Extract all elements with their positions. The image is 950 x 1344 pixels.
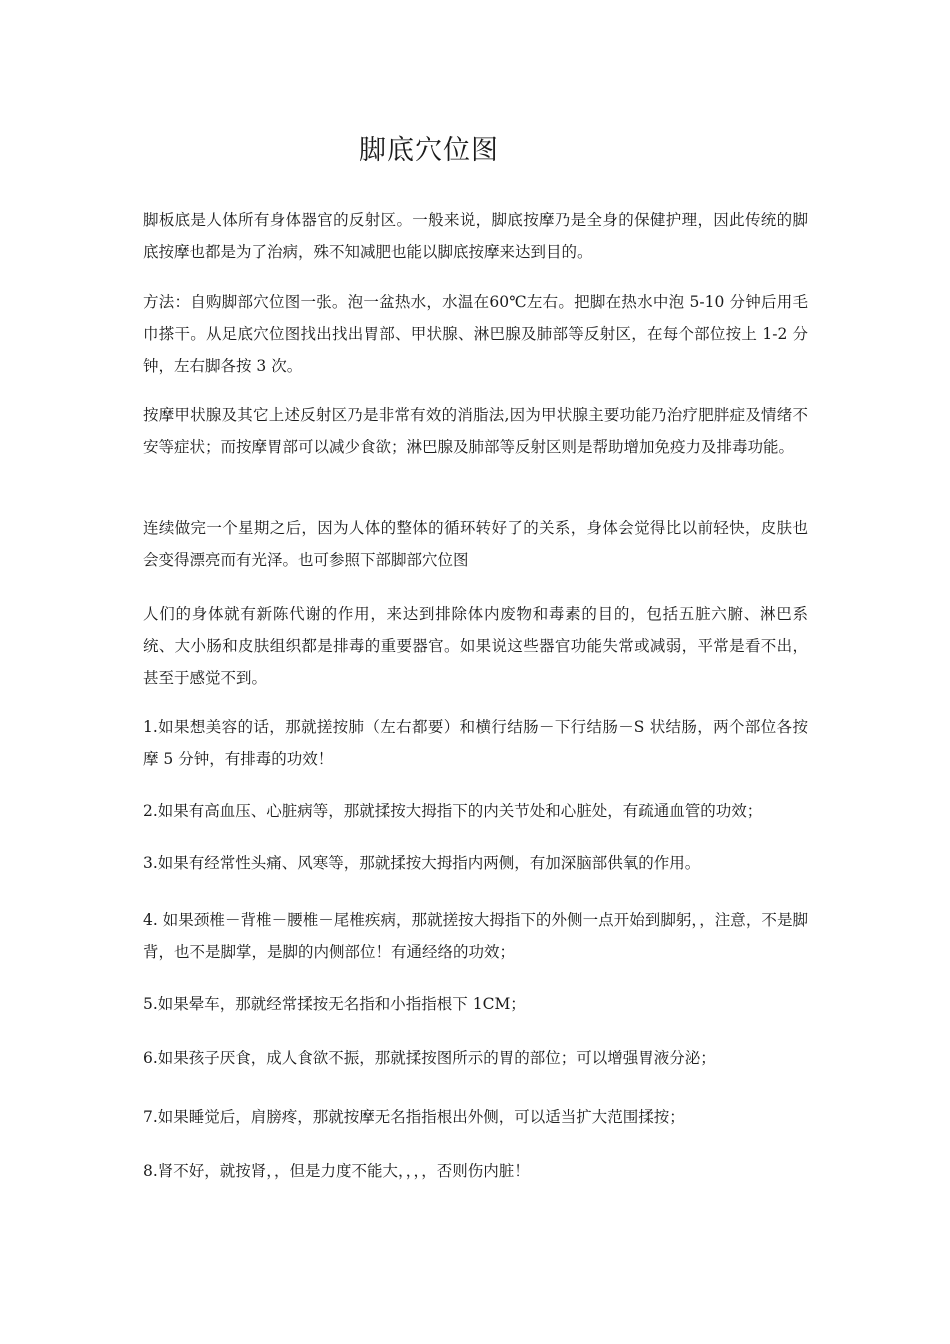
page-title: 脚底穴位图 [359,135,499,166]
method-paragraph: 方法：自购脚部穴位图一张。泡一盆热水，水温在60℃左右。把脚在热水中泡 5-10 分钟后用毛巾搽干。从足底穴位图找出找出胃部、甲状腺、淋巴腺及肺部等反射区，在每个部位按上 1-2 分钟，左右脚各按 3 次。 [143,293,808,375]
tip-item-7: 7.如果睡觉后，肩膀疼，那就按摩无名指指根出外侧，可以适当扩大范围揉按； [143,1108,685,1126]
tip-item-5: 5.如果晕车，那就经常揉按无名指和小指指根下 1CM； [143,995,526,1013]
tip-item-8: 8.肾不好，就按肾，，但是力度不能大，，，，否则伤内脏！ [143,1162,530,1180]
tip-item-6: 6.如果孩子厌食，成人食欲不振，那就揉按图所示的胃的部位；可以增强胃液分泌； [143,1049,716,1067]
detox-paragraph: 人们的身体就有新陈代谢的作用，来达到排除体内废物和毒素的目的，包括五脏六腑、淋巴系统、大小肠和皮肤组织都是排毒的重要器官。如果说这些器官功能失常或减弱，平常是看不出，甚至于感觉不到。 [143,605,808,687]
tip-item-3: 3.如果有经常性头痛、风寒等，那就揉按大拇指内两侧，有加深脑部供氧的作用。 [143,854,701,872]
tip-item-4: 4. 如果颈椎－背椎－腰椎－尾椎疾病，那就搓按大拇指下的外侧一点开始到脚躬，，注意，不是脚背，也不是脚掌，是脚的内侧部位！有通经络的功效； [143,911,808,961]
result-paragraph: 连续做完一个星期之后，因为人体的整体的循环转好了的关系，身体会觉得比以前轻快，皮肤也会变得漂亮而有光泽。也可参照下部脚部穴位图 [143,519,808,569]
explanation-paragraph: 按摩甲状腺及其它上述反射区乃是非常有效的消脂法,因为甲状腺主要功能乃治疗肥胖症及情绪不安等症状；而按摩胃部可以减少食欲；淋巴腺及肺部等反射区则是帮助增加免疫力及排毒功能。 [143,406,808,456]
tip-item-2: 2.如果有高血压、心脏病等，那就揉按大拇指下的内关节处和心脏处，有疏通血管的功效； [143,802,763,820]
intro-paragraph: 脚板底是人体所有身体器官的反射区。一般来说，脚底按摩乃是全身的保健护理，因此传统的脚底按摩也都是为了治病，殊不知减肥也能以脚底按摩来达到目的。 [143,211,808,261]
tip-item-1: 1.如果想美容的话，那就搓按肺（左右都要）和横行结肠－下行结肠－S 状结肠，两个部位各按摩 5 分钟，有排毒的功效！ [143,718,808,768]
